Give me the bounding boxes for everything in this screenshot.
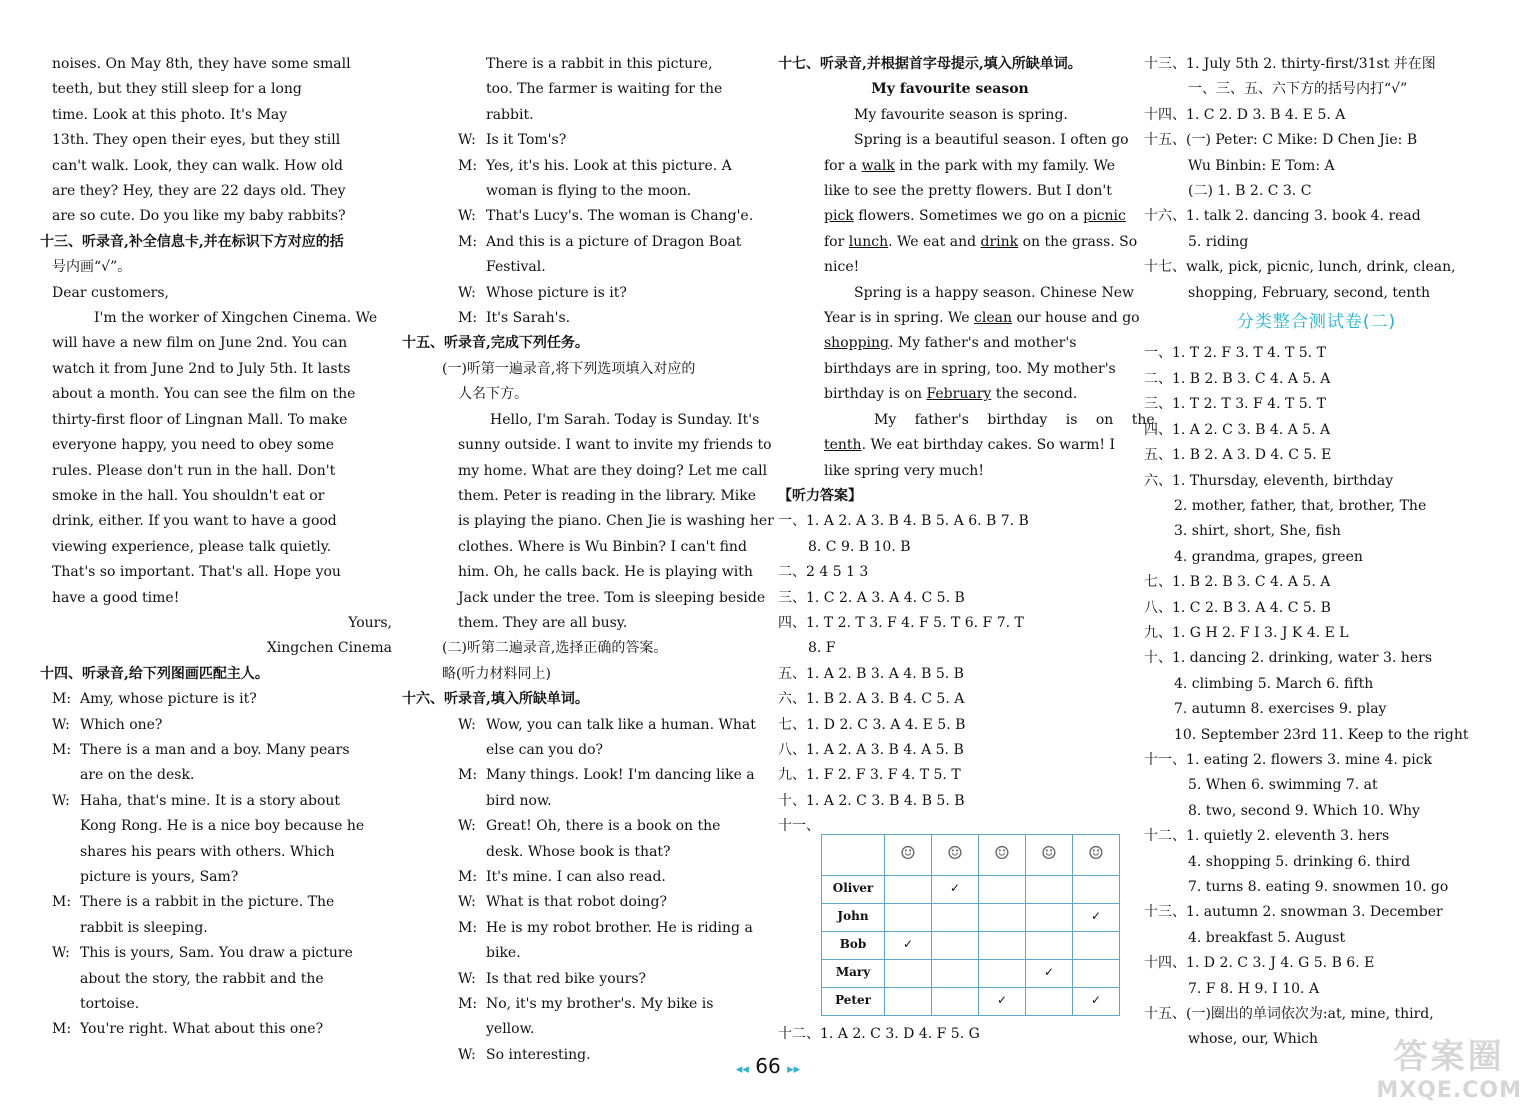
column-4 (1144, 52, 1489, 1053)
text: our house and go (1012, 310, 1140, 327)
text-line: rules. Please don't run in the hall. Don't (52, 462, 336, 479)
dialog-text: That's Lucy's. The woman is Chang'e. (486, 208, 754, 225)
dialog-cont: tortoise. (80, 996, 140, 1013)
text: on the grass. So (1018, 233, 1138, 250)
text: Year is in spring. We (824, 310, 975, 327)
filled-blank: drink (980, 233, 1019, 250)
answer-line: 7. turns 8. eating 9. snowmen 10. go (1188, 879, 1449, 895)
dialog-cont: shares his pears with others. Which (80, 843, 335, 860)
answer-line: 十二、1. quietly 2. eleventh 3. hers (1144, 828, 1390, 845)
answer-line: 十四、1. D 2. C 3. J 4. G 5. B 6. E (1144, 955, 1375, 972)
section-heading-13: 十三、听录音,补全信息卡,并在标识下方对应的括 (40, 233, 344, 250)
text-line: Spring is a beautiful season. I often go (854, 132, 1129, 149)
answer-line: 十六、1. talk 2. dancing 3. book 4. read (1144, 208, 1421, 225)
text: for (824, 233, 849, 250)
filled-blank: shopping (824, 335, 890, 352)
text-line: I'm the worker of Xingchen Cinema. We (94, 310, 378, 327)
dialog-text: You're right. What about this one? (80, 1021, 324, 1038)
dialog-line (52, 789, 392, 814)
text: . We eat birthday cakes. So warm! I (861, 437, 1116, 454)
speaker: M: (52, 691, 72, 708)
dialog-line (414, 281, 756, 306)
section-heading-14: 十四、听录音,给下列图画匹配主人。 (40, 665, 269, 682)
answer-line: 十一、1. eating 2. flowers 3. mine 4. pick (1144, 751, 1433, 768)
text-line: 13th. They open their eyes, but they still (52, 132, 341, 149)
speaker: M: (52, 741, 72, 758)
text-line: Hello, I'm Sarah. Today is Sunday. It's (490, 411, 760, 428)
dialog-line (52, 738, 392, 763)
text-line: smoke in the hall. You shouldn't eat or (52, 487, 325, 504)
answer-line: 十五、(一)圈出的单词依次为:at, mine, third, (1144, 1006, 1434, 1023)
dialog-cont: too. The farmer is waiting for the (486, 81, 723, 98)
text-line (778, 204, 1126, 229)
dialog-cont: bike. (486, 945, 521, 962)
text-line: like to see the pretty flowers. But I don't (824, 183, 1112, 200)
figure-icon: ☺ (932, 834, 979, 875)
text-line: are so cute. Do you like my baby rabbits? (52, 208, 346, 225)
text: the second. (991, 386, 1078, 403)
text-line: can't walk. Look, they can walk. How old (52, 157, 343, 174)
filled-blank: lunch (848, 233, 889, 250)
dialog-cont: There is a rabbit in this picture, (486, 56, 713, 72)
speaker: M: (458, 919, 478, 936)
passage-title: My favourite season (871, 81, 1029, 98)
dialog-line (414, 865, 756, 890)
answer-line: 5. riding (1188, 233, 1249, 250)
table-row (822, 931, 1120, 959)
dialog-text: What is that robot doing? (486, 894, 667, 911)
prev-arrow-icon: ◂◂ (735, 1062, 749, 1077)
figure-icon: ☺ (1073, 834, 1120, 875)
check-cell: ✓ (1026, 959, 1073, 987)
text: birthday is on (824, 386, 927, 403)
dialog-text: Yes, it's his. Look at this picture. A (486, 157, 732, 174)
answer-line: 四、1. T 2. T 3. F 4. F 5. T 6. F 7. T (778, 614, 1024, 631)
answer-line: 四、1. A 2. C 3. B 4. A 5. A (1144, 421, 1331, 438)
dialog-text: Is that red bike yours? (486, 970, 647, 987)
answer-line: 4. grandma, grapes, green (1174, 548, 1363, 565)
filled-blank: tenth (824, 437, 862, 454)
text-line: like spring very much! (824, 462, 984, 479)
check-cell (885, 875, 932, 903)
text-line: Spring is a happy season. Chinese New (854, 284, 1134, 301)
dialog-cont: Festival. (486, 259, 546, 276)
speaker: M: (458, 996, 478, 1013)
section-title: 分类整合测试卷(二) (1236, 312, 1397, 333)
text-line: My favourite season is spring. (854, 106, 1068, 123)
filled-blank: clean (974, 310, 1013, 327)
speaker: W: (458, 284, 476, 301)
text: for a (824, 157, 862, 174)
dialog-text: Which one? (80, 716, 163, 733)
answer-line: 六、1. B 2. A 3. B 4. C 5. A (778, 691, 965, 708)
text-line (778, 230, 1138, 255)
dialog-text: He is my robot brother. He is riding a (486, 919, 753, 936)
dialog-cont: yellow. (486, 1021, 535, 1038)
dialog-cont: desk. Whose book is that? (486, 843, 671, 860)
answer-line: 一、1. A 2. A 3. B 4. B 5. A 6. B 7. B (778, 513, 1029, 530)
dialog-text: It's mine. I can also read. (486, 869, 666, 885)
answer-line: 六、1. Thursday, eleventh, birthday (1144, 472, 1394, 489)
text-line: them. They are all busy. (458, 614, 628, 631)
check-cell (885, 959, 932, 987)
speaker: M: (52, 1021, 72, 1038)
text-line: teeth, but they still sleep for a long (52, 81, 302, 98)
answer-line: 十、1. A 2. C 3. B 4. B 5. B (778, 792, 965, 809)
text-line: everyone happy, you need to obey some (52, 437, 335, 454)
check-cell (932, 959, 979, 987)
text-line: watch it from June 2nd to July 5th. It lasts (52, 360, 351, 377)
check-cell (932, 903, 979, 931)
text-line: will have a new film on June 2nd. You can (52, 335, 348, 352)
text-line: him. Oh, he calls back. He is playing with (458, 564, 753, 581)
dialog-line (414, 763, 756, 788)
dialog-cont: Kong Rong. He is a nice boy because he (80, 818, 365, 835)
speaker: W: (458, 894, 476, 911)
answer-line: 8. C 9. B 10. B (808, 538, 911, 555)
speaker: W: (458, 818, 476, 835)
answer-line: 8. two, second 9. Which 10. Why (1188, 802, 1420, 819)
speaker: M: (458, 767, 478, 784)
answer-line: 2. mother, father, that, brother, The (1174, 497, 1427, 514)
check-cell: ✓ (979, 987, 1026, 1015)
check-cell (885, 903, 932, 931)
dialog-text: Wow, you can talk like a human. What (486, 716, 756, 733)
table-row (822, 875, 1120, 903)
check-cell (932, 987, 979, 1015)
answer-line: 10. September 23rd 11. Keep to the right (1174, 726, 1469, 743)
answer-line: 九、1. G H 2. F I 3. J K 4. E L (1144, 624, 1349, 641)
answer-line: 4. shopping 5. drinking 6. third (1188, 853, 1411, 870)
answer-line: 三、1. C 2. A 3. A 4. C 5. B (778, 589, 965, 606)
check-cell (1026, 875, 1073, 903)
dialog-text: Great! Oh, there is a book on the (486, 818, 721, 835)
dialog-line (414, 814, 756, 839)
check-cell (979, 959, 1026, 987)
answer-line: 十一、 (778, 818, 820, 835)
check-cell (932, 931, 979, 959)
dialog-line (414, 713, 756, 738)
filled-blank: walk (861, 157, 895, 174)
row-name: Oliver (822, 875, 885, 903)
answer-line: 十、1. dancing 2. drinking, water 3. hers (1144, 650, 1433, 667)
check-cell: ✓ (1073, 903, 1120, 931)
dialog-cont: picture is yours, Sam? (80, 869, 239, 885)
answer-line: 二、1. B 2. B 3. C 4. A 5. A (1144, 370, 1331, 387)
check-cell: ✓ (1073, 987, 1120, 1015)
answer-line: shopping, February, second, tenth (1188, 284, 1430, 301)
dialog-cont: about the story, the rabbit and the (80, 970, 324, 987)
dialog-cont: are on the desk. (80, 767, 195, 784)
speaker: M: (52, 894, 72, 911)
answer-line: 3. shirt, short, She, fish (1174, 523, 1341, 540)
dialog-line (414, 128, 756, 153)
check-cell (1026, 987, 1073, 1015)
dialog-line (52, 941, 392, 966)
dialog-line (414, 154, 756, 179)
check-cell: ✓ (885, 931, 932, 959)
dialog-line (52, 713, 392, 738)
text-line: birthdays are in spring, too. My mother's (824, 360, 1116, 377)
text-line: That's so important. That's all. Hope you (52, 564, 341, 581)
section-heading-13-cont: 号内画“√”。 (52, 259, 132, 276)
text-line: time. Look at this photo. It's May (52, 106, 288, 123)
text-line: have a good time! (52, 589, 180, 606)
figure-icon: ☺ (885, 834, 932, 875)
answer-line: 7. autumn 8. exercises 9. play (1174, 701, 1387, 718)
watermark-url: MXQE.COM (1376, 1078, 1522, 1103)
text-line (778, 433, 1122, 458)
dialog-text: Is it Tom's? (486, 132, 567, 149)
answer-line: 一、1. T 2. F 3. T 4. T 5. T (1144, 345, 1326, 362)
dialog-text: There is a rabbit in the picture. The (80, 894, 335, 911)
row-name: Bob (822, 931, 885, 959)
answer-line: 三、1. T 2. T 3. F 4. T 5. T (1144, 396, 1326, 413)
check-cell (1026, 903, 1073, 931)
dialog-text: No, it's my brother's. My bike is (486, 996, 714, 1013)
text-line: Jack under the tree. Tom is sleeping beside (458, 589, 766, 606)
subsection-1-cont: 人名下方。 (458, 386, 528, 403)
check-cell (1073, 875, 1120, 903)
speaker: M: (458, 233, 478, 250)
page-number-bar (0, 1054, 1536, 1078)
dialog-line (52, 890, 392, 915)
text-line: thirty-first floor of Lingnan Mall. To make (52, 411, 348, 428)
answer-line: 8. F (808, 640, 836, 657)
dialog-text: Haha, that's mine. It is a story about (80, 792, 341, 809)
dialog-text: Amy, whose picture is it? (80, 691, 257, 708)
answer-line: 4. climbing 5. March 6. fifth (1174, 675, 1374, 692)
answer-line: 八、1. A 2. A 3. B 4. A 5. B (778, 741, 964, 758)
text-line: nice! (824, 259, 860, 276)
answer-line: 十三、1. July 5th 2. thirty-first/31st 并在图 (1144, 56, 1436, 72)
dialog-text: Whose picture is it? (486, 284, 627, 301)
speaker: W: (458, 716, 476, 733)
section-heading-16: 十六、听录音,填入所缺单词。 (402, 691, 589, 708)
column-1 (40, 52, 392, 1043)
check-cell (979, 875, 1026, 903)
table-row (822, 987, 1120, 1015)
speaker: M: (458, 869, 478, 885)
text-line: my home. What are they doing? Let me call (458, 462, 768, 479)
text-line: clothes. Where is Wu Binbin? I can't find (458, 538, 747, 555)
answer-line: whose, our, Which (1188, 1031, 1319, 1048)
figure-icon: ☺ (979, 834, 1026, 875)
answer-line: 五、1. A 2. B 3. A 4. B 5. B (778, 665, 964, 682)
text-line (778, 331, 1122, 356)
answer-line: 七、1. D 2. C 3. A 4. E 5. B (778, 716, 966, 733)
text-line: drink, either. If you want to have a good (52, 513, 337, 530)
check-cell (1026, 931, 1073, 959)
dialog-line (414, 204, 756, 229)
check-cell (979, 903, 1026, 931)
row-name: Peter (822, 987, 885, 1015)
check-cell: ✓ (932, 875, 979, 903)
answer-line: 十四、1. C 2. D 3. B 4. E 5. A (1144, 106, 1346, 123)
dialog-text: This is yours, Sam. You draw a picture (80, 945, 353, 962)
speaker: W: (52, 945, 70, 962)
check-cell (1073, 931, 1120, 959)
watermark (1376, 1029, 1522, 1103)
filled-blank: pick (824, 208, 854, 225)
speaker: W: (458, 208, 476, 225)
answer-line: 5. When 6. swimming 7. at (1188, 777, 1378, 794)
subsection-2-note: 略(听力材料同上) (442, 665, 551, 682)
dialog-cont: else can you do? (486, 741, 604, 758)
speaker: W: (458, 1046, 476, 1063)
speaker: W: (52, 792, 70, 809)
answer-line: 十三、1. autumn 2. snowman 3. December (1144, 904, 1443, 921)
text-line (778, 154, 1122, 179)
answer-line: 二、2 4 5 1 3 (778, 564, 869, 581)
watermark-title: 答案圈 (1393, 1037, 1505, 1077)
answer-line: 七、1. B 2. B 3. C 4. A 5. A (1144, 574, 1331, 591)
row-name: Mary (822, 959, 885, 987)
speaker: W: (458, 132, 476, 149)
letter-greeting: Dear customers, (52, 284, 169, 301)
answer-line: 八、1. C 2. B 3. A 4. C 5. B (1144, 599, 1331, 616)
speaker: M: (458, 157, 478, 174)
next-arrow-icon: ▸▸ (787, 1062, 801, 1077)
speaker: W: (52, 716, 70, 733)
dialog-line (414, 916, 756, 941)
answers-heading: 【听力答案】 (778, 487, 862, 504)
answer-line: 五、1. B 2. A 3. D 4. C 5. E (1144, 447, 1332, 464)
dialog-text: So interesting. (486, 1046, 591, 1063)
text-line: My father's birthday is on the (874, 411, 1155, 428)
table-row (822, 903, 1120, 931)
answer-line: 十五、(一) Peter: C Mike: D Chen Jie: B (1144, 132, 1418, 149)
figure-icon: ☺ (1026, 834, 1073, 875)
dialog-line (414, 306, 756, 331)
text-line: is playing the piano. Chen Jie is washing her (458, 513, 774, 530)
letter-signature: Xingchen Cinema (266, 640, 392, 657)
speaker: M: (458, 310, 478, 327)
text-line (778, 382, 1122, 407)
speaker: W: (458, 970, 476, 987)
answer-line: 九、1. F 2. F 3. F 4. T 5. T (778, 767, 961, 784)
text-line: sunny outside. I want to invite my friends to (458, 437, 772, 454)
check-cell (885, 987, 932, 1015)
table-header-row (822, 834, 1120, 875)
answer-line: 一、三、五、六下方的括号内打“√” (1188, 81, 1408, 98)
column-2 (402, 52, 774, 1068)
section-heading-17: 十七、听录音,并根据首字母提示,填入所缺单词。 (778, 56, 1082, 72)
dialog-line (414, 967, 756, 992)
dialog-line (52, 687, 392, 712)
table-corner (822, 834, 885, 875)
check-cell (979, 931, 1026, 959)
dialog-text: It's Sarah's. (486, 310, 571, 327)
text: . My father's and mother's (889, 335, 1077, 352)
answer-line: (二) 1. B 2. C 3. C (1188, 183, 1312, 200)
page-number: 66 (755, 1054, 781, 1078)
dialog-cont: woman is flying to the moon. (486, 183, 692, 200)
column-3 (778, 52, 1155, 1047)
text-line (778, 306, 1140, 331)
answer-line: 4. breakfast 5. August (1188, 929, 1346, 946)
text: in the park with my family. We (894, 157, 1115, 174)
dialog-line (52, 1017, 392, 1042)
text-line: noises. On May 8th, they have some small (52, 56, 351, 72)
answer-line: 7. F 8. H 9. I 10. A (1188, 980, 1320, 997)
dialog-cont: bird now. (486, 792, 552, 809)
check-cell (1073, 959, 1120, 987)
dialog-line (414, 230, 756, 255)
section-heading-15: 十五、听录音,完成下列任务。 (402, 335, 589, 352)
text-line: them. Peter is reading in the library. Mike (458, 487, 757, 504)
dialog-line (414, 992, 756, 1017)
filled-blank: February (926, 386, 992, 403)
answer-line: 十二、1. A 2. C 3. D 4. F 5. G (778, 1025, 980, 1042)
answer-line: 十七、walk, pick, picnic, lunch, drink, clean, (1144, 259, 1456, 276)
text: . We eat and (888, 233, 981, 250)
table-row (822, 959, 1120, 987)
row-name: John (822, 903, 885, 931)
dialog-text: Many things. Look! I'm dancing like a (486, 767, 755, 784)
subsection-2: (二)听第二遍录音,选择正确的答案。 (442, 640, 668, 657)
text: flowers. Sometimes we go on a (853, 208, 1084, 225)
dialog-text: And this is a picture of Dragon Boat (486, 233, 742, 250)
text-line: are they? Hey, they are 22 days old. They (52, 183, 346, 200)
dialog-cont: rabbit is sleeping. (80, 919, 208, 936)
dialog-line (414, 890, 756, 915)
subsection-1: (一)听第一遍录音,将下列选项填入对应的 (442, 360, 696, 377)
answer-table (821, 834, 1120, 1016)
text-line: about a month. You can see the film on the (52, 386, 356, 403)
dialog-text: There is a man and a boy. Many pears (80, 741, 350, 758)
answer-line: Wu Binbin: E Tom: A (1188, 157, 1335, 174)
letter-signoff: Yours, (348, 614, 392, 631)
dialog-cont: rabbit. (486, 106, 534, 123)
text-line: viewing experience, please talk quietly. (52, 538, 332, 555)
filled-blank: picnic (1083, 208, 1126, 225)
